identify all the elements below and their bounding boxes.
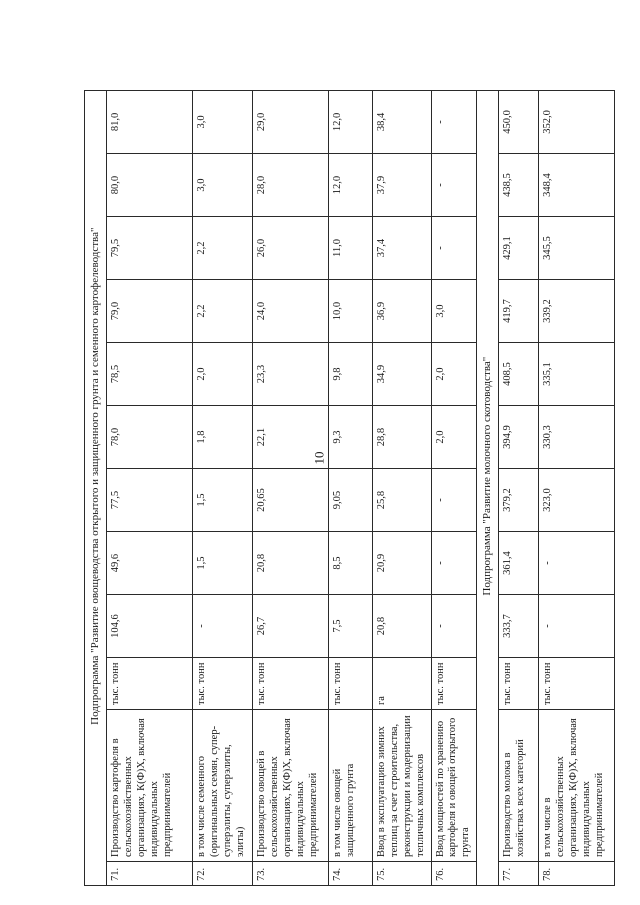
value-cell: 348,4 [539,154,615,217]
value-cell: 450,0 [499,90,539,153]
value-cell: 23,3 [253,343,329,406]
value-cell: 79,0 [107,280,193,343]
value-cell: 330,3 [539,406,615,469]
value-cell: 339,2 [539,280,615,343]
indicator-name: в том числе семенного (оригинальных семян, супер-суперэлиты, суперэлиты, элиты) [193,710,253,862]
value-cell: 20,65 [253,469,329,532]
indicator-name: Производство овощей в сельскохозяйственных организациях, К(Ф)Х, включая индивидуальных предпринимателей [253,710,329,862]
value-cell: - [193,595,253,658]
rotated-table-wrapper [84,91,605,886]
table-row [253,90,329,885]
value-cell: 1,5 [193,532,253,595]
value-cell: 7,5 [329,595,373,658]
table-row [107,90,193,885]
unit-cell: тыс. тонн [253,658,329,710]
row-number: 71. [107,862,193,886]
value-cell: 78,5 [107,343,193,406]
value-cell: 352,0 [539,90,615,153]
value-cell: - [431,90,476,153]
value-cell: 1,8 [193,406,253,469]
row-number: 76. [431,862,476,886]
value-cell: 9,3 [329,406,373,469]
table-row [539,90,615,885]
value-cell: 24,0 [253,280,329,343]
subprogram-header-spacer [476,862,498,886]
value-cell: 3,0 [193,154,253,217]
value-cell: 104,6 [107,595,193,658]
value-cell: 22,1 [253,406,329,469]
value-cell: 438,5 [499,154,539,217]
value-cell: 38,4 [373,90,431,153]
value-cell: 8,5 [329,532,373,595]
indicator-name: Производство картофеля в сельскохозяйственных организациях, К(Ф)Х, включая индивидуальных предпринимателей [107,710,193,862]
value-cell: 9,05 [329,469,373,532]
value-cell: 79,5 [107,217,193,280]
row-number: 78. [539,862,615,886]
subprogram-title: Подпрограмма "Развитие молочного скотоводства" [476,90,498,861]
value-cell: - [431,217,476,280]
value-cell: 37,9 [373,154,431,217]
value-cell: 12,0 [329,154,373,217]
indicator-name: Производство молока в хозяйствах всех категорий [499,710,539,862]
value-cell: - [539,595,615,658]
table-row [329,90,373,885]
value-cell: 20,8 [373,595,431,658]
value-cell: 78,0 [107,406,193,469]
value-cell: - [539,532,615,595]
value-cell: 323,0 [539,469,615,532]
value-cell: 34,9 [373,343,431,406]
row-number: 72. [193,862,253,886]
value-cell: 12,0 [329,90,373,153]
row-number: 75. [373,862,431,886]
value-cell: 26,7 [253,595,329,658]
unit-cell: га [373,658,431,710]
value-cell: 9,8 [329,343,373,406]
value-cell: 77,5 [107,469,193,532]
value-cell: 28,0 [253,154,329,217]
value-cell: 408,5 [499,343,539,406]
row-number: 73. [253,862,329,886]
value-cell: 80,0 [107,154,193,217]
unit-cell: тыс. тонн [329,658,373,710]
value-cell: - [431,532,476,595]
value-cell: 26,0 [253,217,329,280]
value-cell: 81,0 [107,90,193,153]
indicator-name: в том числе в сельскохозяйственных организациях, К(Ф)Х, включая индивидуальных предпринимателей [539,710,615,862]
table-row [499,90,539,885]
value-cell: 29,0 [253,90,329,153]
value-cell: 361,4 [499,532,539,595]
value-cell: 3,0 [431,280,476,343]
row-number: 77. [499,862,539,886]
value-cell: 1,5 [193,469,253,532]
value-cell: - [431,154,476,217]
indicator-name: Ввод мощностей по хранению картофеля и овощей открытого грунта [431,710,476,862]
unit-cell: тыс. тонн [539,658,615,710]
value-cell: 11,0 [329,217,373,280]
value-cell: 345,5 [539,217,615,280]
value-cell: 10,0 [329,280,373,343]
table-row [431,90,476,885]
value-cell: 49,6 [107,532,193,595]
value-cell: - [431,469,476,532]
value-cell: 2,2 [193,280,253,343]
indicator-name: в том числе овощей защищенного грунта [329,710,373,862]
value-cell: 2,2 [193,217,253,280]
value-cell: 37,4 [373,217,431,280]
unit-cell: тыс. тонн [431,658,476,710]
value-cell: 379,2 [499,469,539,532]
subprogram-title: Подпрограмма "Развитие овощеводства открытого и защищенного грунта и семенного картофелеводства" [85,90,107,861]
value-cell: 2,0 [193,343,253,406]
value-cell: 335,1 [539,343,615,406]
subprogram-header-row [476,90,498,885]
unit-cell: тыс. тонн [107,658,193,710]
indicator-name: Ввод в эксплуатацию зимних теплиц за счет строительства, реконструкции и модернизации тепличных комплексов [373,710,431,862]
value-cell: 20,8 [253,532,329,595]
value-cell: - [431,595,476,658]
unit-cell: тыс. тонн [193,658,253,710]
page-number: 10 [311,451,327,465]
subprogram-header-spacer [85,862,107,886]
indicators-table [84,90,615,886]
table-row [193,90,253,885]
unit-cell: тыс. тонн [499,658,539,710]
value-cell: 2,0 [431,343,476,406]
subprogram-header-row [85,90,107,885]
value-cell: 394,9 [499,406,539,469]
table-row [373,90,431,885]
value-cell: 28,8 [373,406,431,469]
value-cell: 2,0 [431,406,476,469]
value-cell: 333,7 [499,595,539,658]
value-cell: 419,7 [499,280,539,343]
value-cell: 25,8 [373,469,431,532]
value-cell: 20,9 [373,532,431,595]
value-cell: 429,1 [499,217,539,280]
value-cell: 36,9 [373,280,431,343]
row-number: 74. [329,862,373,886]
value-cell: 3,0 [193,90,253,153]
